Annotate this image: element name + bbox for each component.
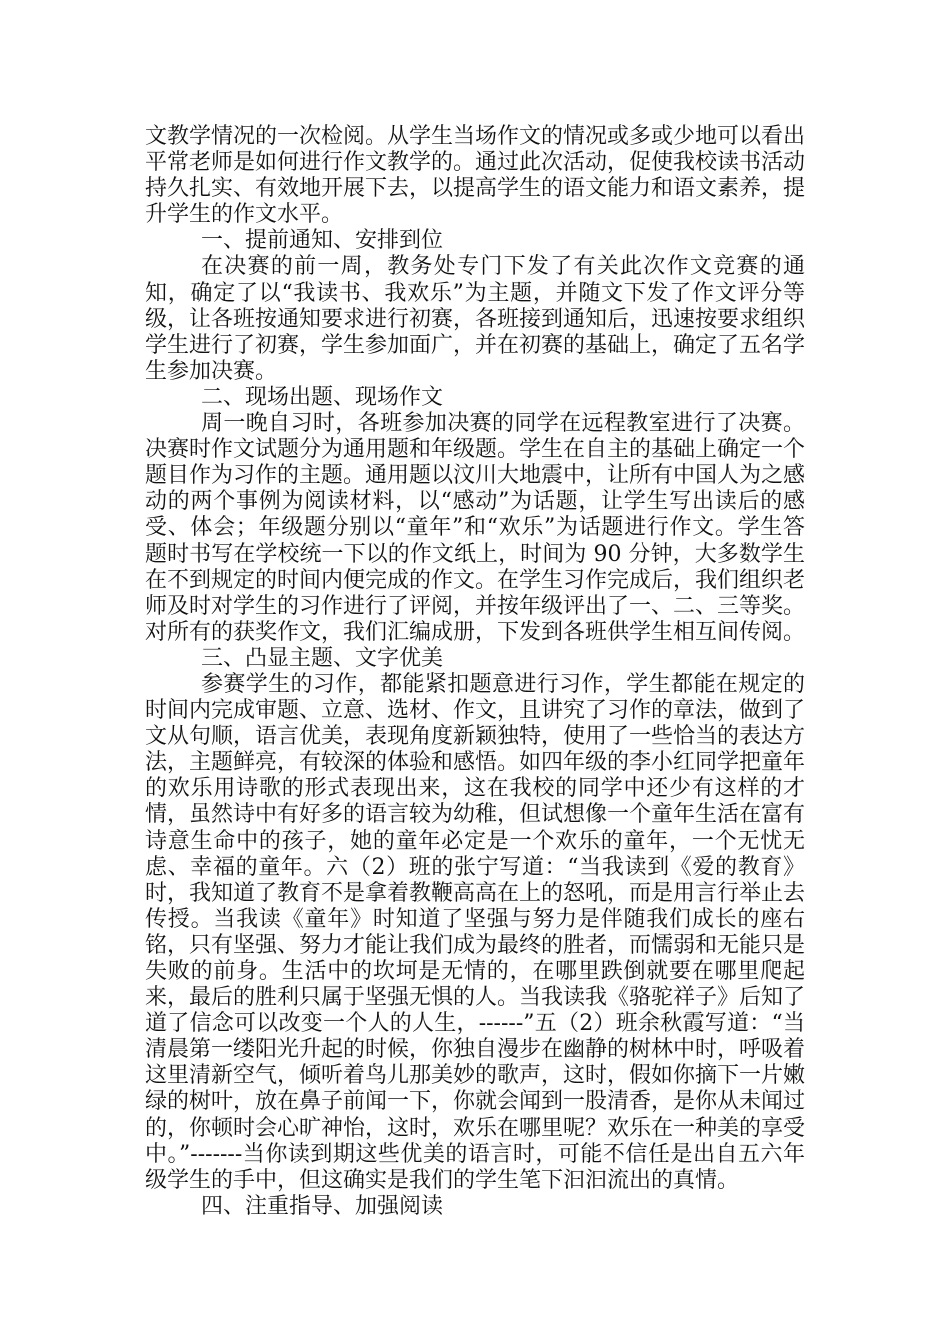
paragraph-section-1: 在决赛的前一周，教务处专门下发了有关此次作文竞赛的通知，确定了以“我读书、我欢乐”为主题，并随文下发了作文评分等级，让各班按通知要求进行初赛，各班接到通知后，迅速按要求组织学生进行了初赛，学生参加面广，并在初赛的基础上，确定了五名学生参加决赛。	[145, 254, 806, 384]
paragraph-section-3: 参赛学生的习作，都能紧扣题意进行习作，学生都能在规定的时间内完成审题、立意、选材、作文，且讲究了习作的章法，做到了文从句顺，语言优美，表现角度新颖独特，使用了一些恰当的表达方法，主题鲜亮，有较深的体验和感悟。如四年级的李小红同学把童年的欢乐用诗歌的形式表现出来，这在我校的同学中还少有这样的才情，虽然诗中有好多的语言较为幼稚，但试想像一个童年生活在富有诗意生命中的孩子，她的童年必定是一个欢乐的童年，一个无忧无虑、幸福的童年。六（2）班的张宁写道：“当我读到《爱的教育》时，我知道了教育不是拿着教鞭高高在上的怒吼，而是用言行举止去传授。当我读《童年》时知道了坚强与努力是伴随我们成长的座右铭，只有坚强、努力才能让我们成为最终的胜者，而懦弱和无能只是失败的前身。生活中的坎坷是无情的，在哪里跌倒就要在哪里爬起来，最后的胜利只属于坚强无惧的人。当我读我《骆驼祥子》后知了道了信念可以改变一个人的人生，------”五（2）班余秋霞写道：“当清晨第一缕阳光升起的时候，你独自漫步在幽静的树林中时，呼吸着这里清新空气，倾听着鸟儿那美妙的歌声，这时，假如你摘下一片嫩绿的树叶，放在鼻子前闻一下，你就会闻到一股清香，是你从未闻过的，你顿时会心旷神怡，这时，欢乐在哪里呢？欢乐在一种美的享受中。”-------当你读到期这些优美的语言时，可能不信任是出自五六年级学生的手中，但这确实是我们的学生笔下汩汩流出的真情。	[145, 671, 806, 1193]
section-heading-3: 三、凸显主题、文字优美	[201, 645, 444, 671]
document-page	[145, 124, 805, 1220]
paragraph-section-2: 周一晚自习时，各班参加决赛的同学在远程教室进行了决赛。决赛时作文试题分为通用题和年级题。学生在自主的基础上确定一个题目作为习作的主题。通用题以汶川大地震中，让所有中国人为之感动的两个事例为阅读材料，以“感动”为话题，让学生写出读后的感受、体会；年级题分别以“童年”和“欢乐”为话题进行作文。学生答题时书写在学校统一下以的作文纸上，时间为 90 分钟，大多数学生在不到规定的时间内便完成的作文。在学生习作完成后，我们组织老师及时对学生的习作进行了评阅，并按年级评出了一、二、三等奖。对所有的获奖作文，我们汇编成册，下发到各班供学生相互间传阅。	[145, 411, 806, 645]
section-heading-1: 一、提前通知、安排到位	[201, 228, 444, 254]
section-heading-4: 四、注重指导、加强阅读	[201, 1193, 444, 1219]
section-heading-2: 二、现场出题、现场作文	[201, 384, 444, 410]
paragraph-intro: 文教学情况的一次检阅。从学生当场作文的情况或多或少地可以看出平常老师是如何进行作文教学的。通过此次活动，促使我校读书活动持久扎实、有效地开展下去，以提高学生的语文能力和语文素养，提升学生的作文水平。	[145, 124, 806, 228]
